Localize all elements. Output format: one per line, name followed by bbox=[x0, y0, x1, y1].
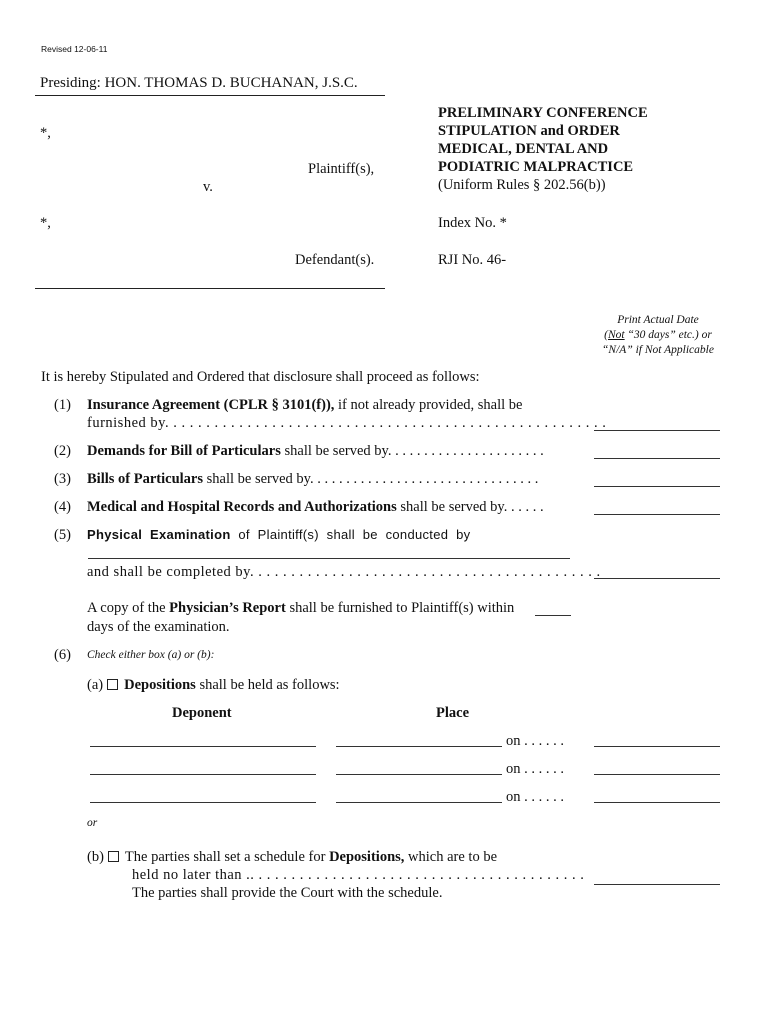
title-line-3: MEDICAL, DENTAL AND bbox=[438, 141, 609, 157]
option-b-line-2: held no later than .. . . . . . . . . . . . . . . . . . . . . . . . . . . . . . . . . . . . . . . . . bbox=[132, 867, 585, 883]
deposition-on-2: on . . . . . . bbox=[506, 761, 564, 777]
item-4-date-field[interactable] bbox=[594, 514, 720, 515]
or-separator: or bbox=[87, 817, 98, 829]
option-b: (b) The parties shall set a schedule for Depositions, which are to be bbox=[87, 849, 498, 865]
deponent-field-2[interactable] bbox=[90, 774, 316, 775]
report-days-field[interactable] bbox=[535, 615, 571, 616]
caption-bottom-rule bbox=[35, 288, 385, 289]
place-field-2[interactable] bbox=[336, 774, 502, 775]
item-2-text: Demands for Bill of Particulars shall be served by. . . . . . . . . . . . . . . . . . . . . . bbox=[87, 443, 544, 459]
item-5-date-field[interactable] bbox=[594, 578, 720, 579]
item-5-examiner-field[interactable] bbox=[88, 558, 570, 559]
presiding-judge: Presiding: HON. THOMAS D. BUCHANAN, J.S.C. bbox=[40, 75, 358, 91]
deponent-header: Deponent bbox=[172, 705, 232, 721]
option-b-checkbox[interactable] bbox=[108, 851, 119, 862]
date-note-line-3: “N/A” if Not Applicable bbox=[602, 344, 714, 356]
revised-date: Revised 12-06-11 bbox=[41, 44, 108, 54]
place-field-3[interactable] bbox=[336, 802, 502, 803]
item-5-number: (5) bbox=[54, 527, 71, 543]
place-field-1[interactable] bbox=[336, 746, 502, 747]
deponent-field-3[interactable] bbox=[90, 802, 316, 803]
deposition-date-field-2[interactable] bbox=[594, 774, 720, 775]
title-line-4: PODIATRIC MALPRACTICE bbox=[438, 159, 634, 175]
option-a: (a) Depositions shall be held as follows: bbox=[87, 677, 340, 693]
defendant-name: *, bbox=[40, 215, 51, 231]
item-3-number: (3) bbox=[54, 471, 71, 487]
item-3-date-field[interactable] bbox=[594, 486, 720, 487]
item-1-date-field[interactable] bbox=[594, 430, 720, 431]
deposition-on-3: on . . . . . . bbox=[506, 789, 564, 805]
title-line-2: STIPULATION and ORDER bbox=[438, 123, 620, 139]
item-2-number: (2) bbox=[54, 443, 71, 459]
date-instruction-note bbox=[578, 313, 738, 358]
option-a-checkbox[interactable] bbox=[107, 679, 118, 690]
deposition-on-1: on . . . . . . bbox=[506, 733, 564, 749]
date-note-line-2: (Not “30 days” etc.) or bbox=[604, 329, 712, 341]
item-3-text: Bills of Particulars shall be served by. . . . . . . . . . . . . . . . . . . . . . . . . . . . . . . . bbox=[87, 471, 539, 487]
option-b-line-3: The parties shall provide the Court with the schedule. bbox=[132, 885, 443, 901]
deposition-date-field-3[interactable] bbox=[594, 802, 720, 803]
option-b-date-field[interactable] bbox=[594, 884, 720, 885]
physician-report-text: A copy of the Physician’s Report shall be furnished to Plaintiff(s) within bbox=[87, 600, 515, 616]
versus-label: v. bbox=[203, 179, 213, 195]
date-note-line-1: Print Actual Date bbox=[617, 314, 699, 326]
item-4-text: Medical and Hospital Records and Authorizations shall be served by. . . . . . bbox=[87, 499, 544, 515]
plaintiff-name: *, bbox=[40, 125, 51, 141]
deponent-field-1[interactable] bbox=[90, 746, 316, 747]
deposition-date-field-1[interactable] bbox=[594, 746, 720, 747]
item-6-number: (6) bbox=[54, 647, 71, 663]
rji-number: RJI No. 46- bbox=[438, 252, 507, 268]
intro-text: It is hereby Stipulated and Ordered that disclosure shall proceed as follows: bbox=[41, 369, 480, 385]
item-1-text: Insurance Agreement (CPLR § 3101(f)), if not already provided, shall be bbox=[87, 397, 523, 413]
title-line-1: PRELIMINARY CONFERENCE bbox=[438, 105, 648, 121]
uniform-rules-citation: (Uniform Rules § 202.56(b)) bbox=[438, 177, 606, 193]
item-6-instruction: Check either box (a) or (b): bbox=[87, 649, 215, 661]
place-header: Place bbox=[436, 705, 470, 721]
item-1-line-2: furnished by. . . . . . . . . . . . . . . . . . . . . . . . . . . . . . . . . . . . . . . . . . . . . . . . . . . . . . bbox=[87, 415, 607, 431]
caption-top-rule bbox=[35, 95, 385, 96]
physician-report-line-2: days of the examination. bbox=[87, 619, 230, 635]
plaintiff-label: Plaintiff(s), bbox=[308, 161, 375, 177]
item-1-number: (1) bbox=[54, 397, 71, 413]
defendant-label: Defendant(s). bbox=[295, 252, 375, 268]
item-5-text: Physical Examination of Plaintiff(s) shall be conducted by bbox=[87, 527, 471, 542]
item-5-completed-text: and shall be completed by. . . . . . . . . . . . . . . . . . . . . . . . . . . . . . . . . . . . . . . . . . . bbox=[87, 564, 601, 580]
item-2-date-field[interactable] bbox=[594, 458, 720, 459]
item-4-number: (4) bbox=[54, 499, 71, 515]
index-number: Index No. * bbox=[438, 215, 507, 231]
